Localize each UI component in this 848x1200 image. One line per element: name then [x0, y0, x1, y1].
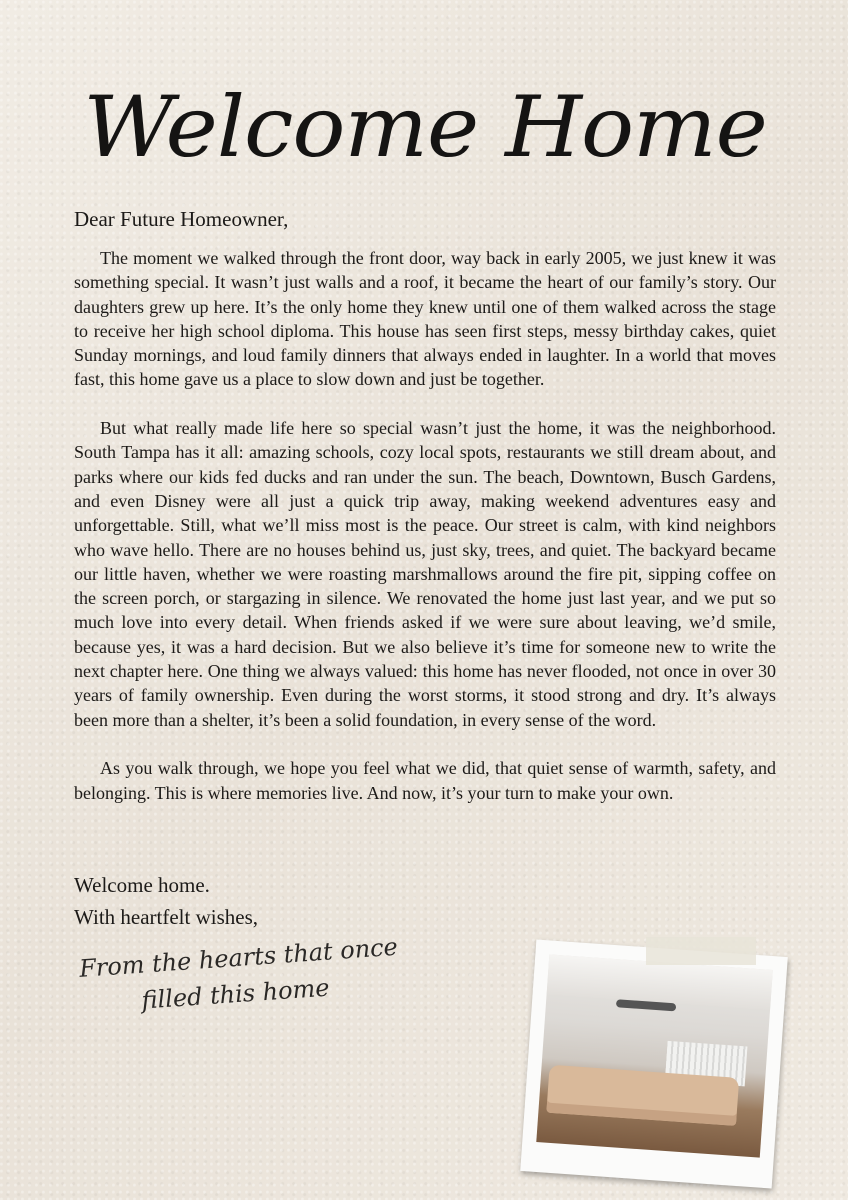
paragraph: As you walk through, we hope you feel what we did, that quiet sense of warmth, safety, and belonging. This is where memories live. And now, it’s your turn to make your own. [74, 758, 776, 803]
polaroid-photo [520, 939, 788, 1188]
signature-line: From the hearts that once [78, 932, 399, 984]
tape-decoration [646, 937, 756, 965]
closing-line: With heartfelt wishes, [74, 905, 259, 930]
page-title: Welcome Home [83, 78, 767, 176]
paragraph: But what really made life here so special wasn’t just the home, it was the neighborhood. South Tampa has it all: amazing schools, cozy local spots, restaurants we still dream about, and parks where our kids fed ducks and ran under the sun. The beach, Downtown, Busch Gardens, and even Disney were all just a quick trip away, making weekend adventures easy and unforgettable. Still, what we’ll miss most is the peace. Our street is calm, with kind neighbors who wave hello. There are no houses behind us, just sky, trees, and quiet. The backyard became our little haven, whether we were roasting marshmallows around the fire pit, sipping coffee on the screen porch, or stargazing in silence. We renovated the home just last year, and we put so much love into every detail. When friends asked if we were sure about leaving, we’d smile, because yes, it was a hard decision. But we also believe it’s time for someone new to write the next chapter here. One thing we always valued: this home has never flooded, not once in over 30 years of family ownership. Even during the worst storms, it stood strong and dry. It’s always been more than a shelter, it’s been a solid foundation, in every sense of the word. [74, 418, 776, 730]
closing [74, 869, 494, 933]
letter [74, 0, 776, 1023]
living-room-photo-icon [536, 954, 773, 1157]
signature-line: filled this home [140, 973, 331, 1015]
paragraph: The moment we walked through the front door, way back in early 2005, we just knew it was something special. It wasn’t just walls and a roof, it became the heart of our family’s story. Our daughters grew up here. It’s the only home they knew until one of them walked across the stage to receive her high school diploma. This house has seen first steps, messy birthday cakes, quiet Sunday mornings, and loud family dinners that always ended in laughter. In a world that moves fast, this home gave us a place to slow down and just be together. [74, 248, 776, 390]
signature [78, 922, 502, 1023]
letter-body [74, 246, 776, 829]
closing-line: Welcome home. [74, 873, 210, 898]
greeting: Dear Future Homeowner, [74, 207, 289, 231]
